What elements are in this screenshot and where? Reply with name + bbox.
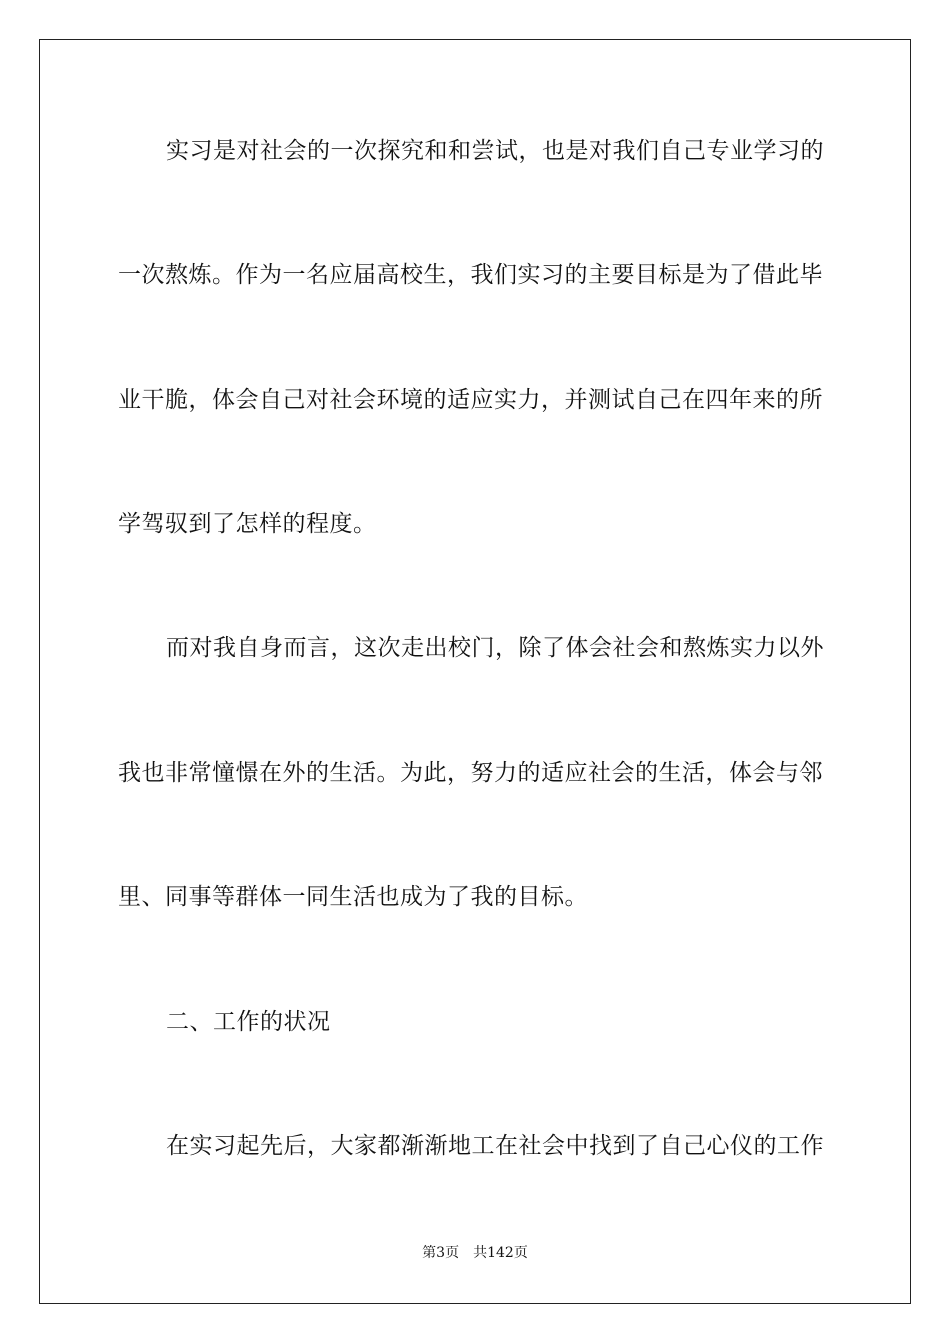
paragraph-line-1: 实习是对社会的一次探究和和尝试，也是对我们自己专业学习的	[166, 138, 824, 164]
paragraph-line-9: 在实习起先后，大家都渐渐地工在社会中找到了自己心仪的工作	[166, 1133, 824, 1159]
paragraph-line-3: 业干脆，体会自己对社会环境的适应实力，并测试自己在四年来的所	[118, 387, 823, 413]
section-heading: 二、工作的状况	[166, 1009, 331, 1035]
page-number: 第3页	[422, 1245, 460, 1261]
page-border	[39, 39, 911, 1304]
paragraph-line-2: 一次熬炼。作为一名应届高校生，我们实习的主要目标是为了借此毕	[118, 262, 823, 288]
paragraph-line-5: 而对我自身而言，这次走出校门，除了体会社会和熬炼实力以外	[166, 635, 824, 661]
page-footer	[0, 1244, 950, 1262]
paragraph-line-4: 学驾驭到了怎样的程度。	[118, 511, 377, 537]
page-total: 共142页	[473, 1245, 528, 1261]
paragraph-line-7: 里、同事等群体一同生活也成为了我的目标。	[118, 884, 588, 910]
paragraph-line-6: 我也非常憧憬在外的生活。为此，努力的适应社会的生活，体会与邻	[118, 760, 823, 786]
